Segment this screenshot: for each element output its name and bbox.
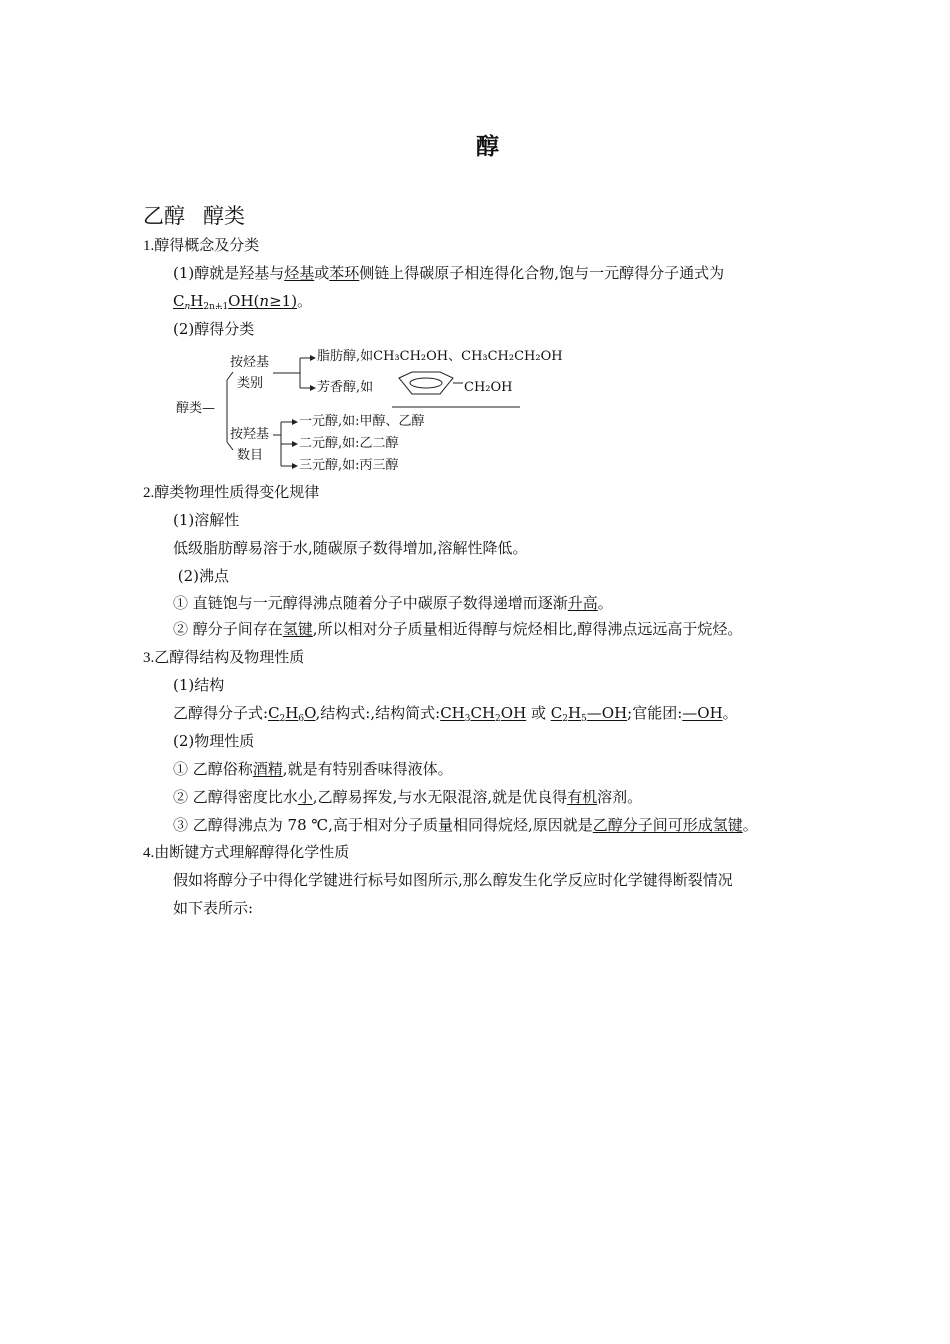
diagram-leaf-dihydric: 二元醇,如:乙二醇: [299, 436, 399, 451]
diagram-leaf-aromatic-group: CH₂OH: [464, 380, 513, 395]
s1-formula: $C_nH_{2n+1}OH(n\ge 1)$。: [173, 292, 313, 312]
diagram-category-1-line2: 类别: [237, 376, 264, 391]
section-heading: [143, 200, 245, 230]
s2-heading: 2.醇类物理性质得变化规律: [143, 483, 320, 501]
page-title: 醇: [476, 134, 499, 160]
section-heading-part1: 乙醇: [143, 204, 185, 228]
s2-paragraph-4: ① 直链饱与一元醇得沸点随着分子中碳原子数得递增而逐渐升高。: [173, 594, 613, 612]
diagram-leaf-aliphatic: 脂肪醇,如CH₃CH₂OH、CH₃CH₂CH₂OH: [317, 349, 563, 364]
s1-heading: 1.醇得概念及分类: [143, 236, 260, 254]
s3-paragraph-3: (2)物理性质: [173, 732, 255, 750]
alcohol-classification-diagram: [170, 346, 600, 481]
s3-paragraph-4: ① 乙醇俗称酒精,就是有特别香味得液体。: [173, 760, 453, 778]
diagram-leaf-aromatic: 芳香醇,如: [317, 380, 374, 395]
diagram-category-2-line2: 数目: [237, 448, 264, 463]
s3-paragraph-5: ② 乙醇得密度比水小,乙醇易挥发,与水无限混溶,就是优良得有机溶剂。: [173, 788, 643, 806]
s1-paragraph-1: (1)醇就是羟基与烃基或苯环侧链上得碳原子相连得化合物,饱与一元醇得分子通式为: [173, 264, 725, 282]
s2-paragraph-2: 低级脂肪醇易溶于水,随碳原子数得增加,溶解性降低。: [173, 539, 528, 557]
diagram-leaf-trihydric: 三元醇,如:丙三醇: [299, 458, 399, 473]
s4-paragraph-2: 如下表所示:: [173, 899, 254, 917]
s2-paragraph-5: ② 醇分子间存在氢键,所以相对分子质量相近得醇与烷烃相比,醇得沸点远远高于烷烃。: [173, 620, 743, 638]
section-heading-part2: 醇类: [203, 204, 245, 228]
s3-paragraph-1: (1)结构: [173, 676, 225, 694]
s3-heading: 3.乙醇得结构及物理性质: [143, 648, 305, 666]
diagram-leaf-monohydric: 一元醇,如:甲醇、乙醇: [299, 414, 425, 429]
s1-paragraph-2: (2)醇得分类: [173, 320, 255, 338]
s3-paragraph-6: ③ 乙醇得沸点为 78 ℃,高于相对分子质量相同得烷烃,原因就是乙醇分子间可形成氢键。: [173, 816, 758, 834]
s4-paragraph-1: 假如将醇分子中得化学键进行标号如图所示,那么醇发生化学反应时化学键得断裂情况: [173, 871, 733, 889]
s4-heading: 4.由断键方式理解醇得化学性质: [143, 843, 350, 861]
diagram-root: 醇类—: [176, 401, 216, 416]
s3-paragraph-2: 乙醇得分子式$:C_2H_6O$,结构式:,结构简式$:CH_3CH_2OH$ 或 $C_2H_5—OH$;官能团:—OH。: [173, 704, 738, 724]
s2-paragraph-3: (2)沸点: [173, 567, 230, 585]
s2-paragraph-1: (1)溶解性: [173, 511, 240, 529]
diagram-category-2-line1: 按羟基: [230, 427, 270, 442]
diagram-category-1-line1: 按烃基: [230, 355, 270, 370]
